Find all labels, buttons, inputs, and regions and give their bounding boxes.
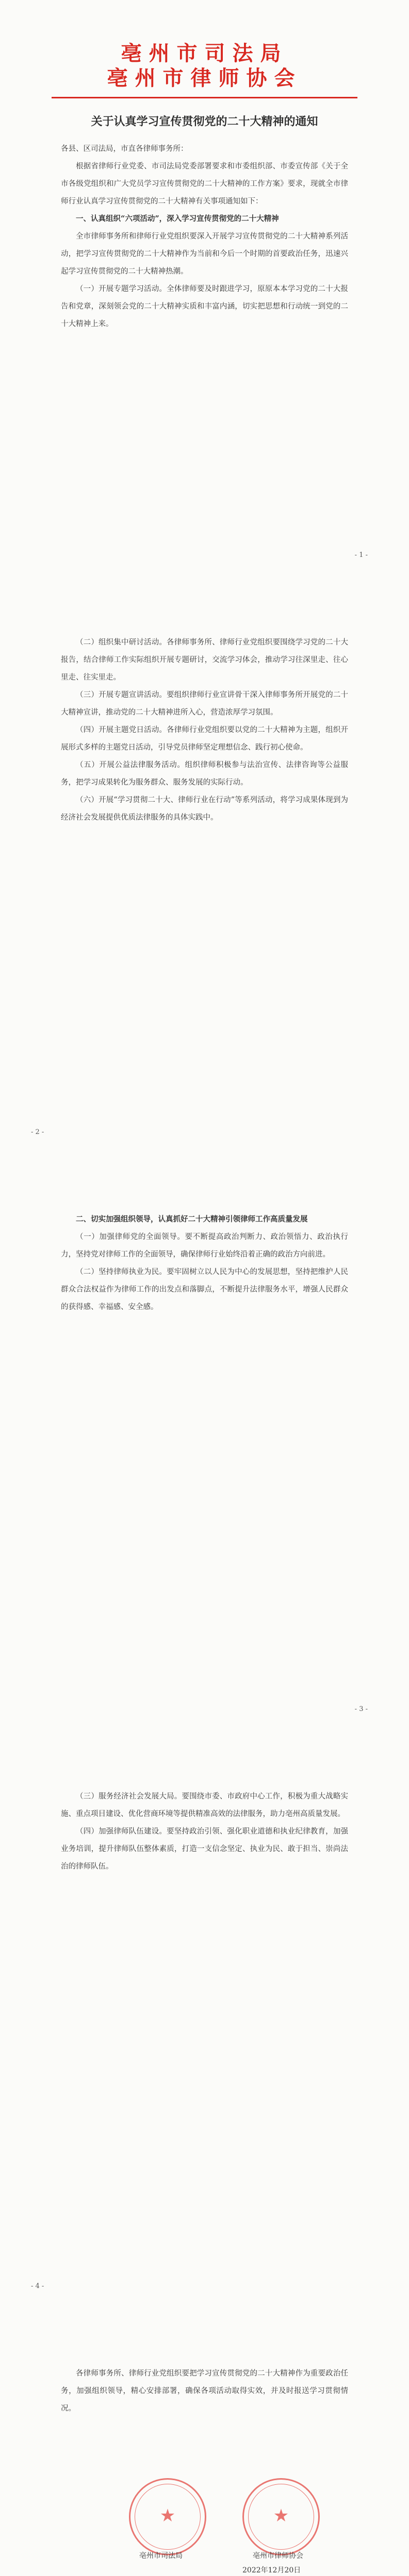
page-1 (0, 0, 409, 577)
official-seal-2 (242, 2478, 320, 2555)
seal-star-icon: ★ (273, 2505, 289, 2526)
signature-2: 亳州市律师协会 (253, 2552, 303, 2560)
official-seal-1 (129, 2478, 206, 2555)
section-heading: 二、切实加强组织领导，认真抓好二十大精神引领律师工作高质量发展 (76, 1215, 308, 1224)
section-heading: 一、认真组织“六项活动”，深入学习宣传贯彻党的二十大精神 (76, 214, 279, 223)
page-3 (0, 1154, 409, 1731)
signature-1: 亳州市司法局 (139, 2552, 183, 2560)
paragraph: （六）开展“学习贯彻二十大、律师行业在行动”等系列活动，将学习成果体现到为经济社会发展提供优质法律服务的具体实践中。 (61, 796, 348, 822)
document-date: 2022年12月20日 (242, 2566, 301, 2574)
paragraph: （三）开展专题宣讲活动。要组织律师行业宣讲骨干深入律师事务所开展党的二十大精神宣讲，推动党的二十大精神进所入心，营造浓厚学习氛围。 (61, 691, 348, 717)
header-line-2: 亳州市律师协会 (107, 66, 302, 90)
page-number: - 4 - (31, 2282, 44, 2290)
page-2 (0, 577, 409, 1154)
page-number: - 2 - (31, 1128, 44, 1136)
page-5 (0, 2308, 409, 2576)
page-4 (0, 1731, 409, 2308)
paragraph: （一）开展专题学习活动。全体律师要及时跟进学习，原原本本学习党的二十大报告和党章，深刻领会党的二十大精神实质和丰富内涵，切实把思想和行动统一到党的二十大精神上来。 (61, 285, 348, 328)
paragraph: （一）加强律师党的全面领导。要不断提高政治判断力、政治领悟力、政治执行力，坚持党对律师工作的全面领导，确保律师行业始终沿着正确的政治方向前进。 (61, 1233, 348, 1259)
page-number: - 3 - (354, 1705, 368, 1713)
paragraph: 全市律师事务所和律师行业党组织要深入开展学习宣传贯彻党的二十大精神系列活动，把学习宣传贯彻党的二十大精神作为当前和今后一个时期的首要政治任务，迅速兴起学习宣传贯彻党的二十大精神热潮。 (61, 232, 348, 276)
paragraph: 根据省律师行业党委、市司法局党委部署要求和市委组织部、市委宣传部《关于全市各级党组织和广大党员学习宣传贯彻党的二十大精神的工作方案》要求，现就全市律师行业认真学习宣传贯彻党的二十大精神有关事项通知如下： (61, 162, 348, 206)
paragraph: （五）开展公益法律服务活动。组织律师积极参与法治宣传、法律咨询等公益服务，把学习成果转化为服务群众、服务发展的实际行动。 (61, 761, 348, 787)
paragraph: （三）服务经济社会发展大局。要围绕市委、市政府中心工作，积极为重大战略实施、重点项目建设、优化营商环境等提供精准高效的法律服务，助力亳州高质量发展。 (61, 1792, 348, 1818)
paragraph: （二）坚持律师执业为民。要牢固树立以人民为中心的发展思想，坚持把维护人民群众合法权益作为律师工作的出发点和落脚点，不断提升法律服务水平，增强人民群众的获得感、幸福感、安全感。 (61, 1268, 348, 1311)
seal-star-icon: ★ (159, 2505, 176, 2526)
paragraph: （二）组织集中研讨活动。各律师事务所、律师行业党组织要围绕学习党的二十大报告，结合律师工作实际组织开展专题研讨，交流学习体会，推动学习往深里走、往心里走、往实里走。 (61, 638, 348, 682)
paragraph: （四）开展主题党日活动。各律师行业党组织要以党的二十大精神为主题，组织开展形式多样的主题党日活动，引导党员律师坚定理想信念、践行初心使命。 (61, 726, 348, 752)
page-number: - 1 - (354, 551, 368, 559)
salutation: 各县、区司法局，市直各律师事务所： (61, 145, 188, 153)
paragraph: （四）加强律师队伍建设。要坚持政治引领、强化职业道德和执业纪律教育，加强业务培训，提升律师队伍整体素质，打造一支信念坚定、执业为民、敢于担当、崇尚法治的律师队伍。 (61, 1827, 348, 1871)
red-divider (52, 97, 357, 98)
document-title: 关于认真学习宣传贯彻党的二十大精神的通知 (91, 115, 318, 128)
header-line-1: 亳州市司法局 (121, 41, 288, 65)
paragraph: 各律师事务所、律师行业党组织要把学习宣传贯彻党的二十大精神作为重要政治任务，加强组织领导，精心安排部署，确保各项活动取得实效，并及时报送学习贯彻情况。 (61, 2369, 348, 2413)
